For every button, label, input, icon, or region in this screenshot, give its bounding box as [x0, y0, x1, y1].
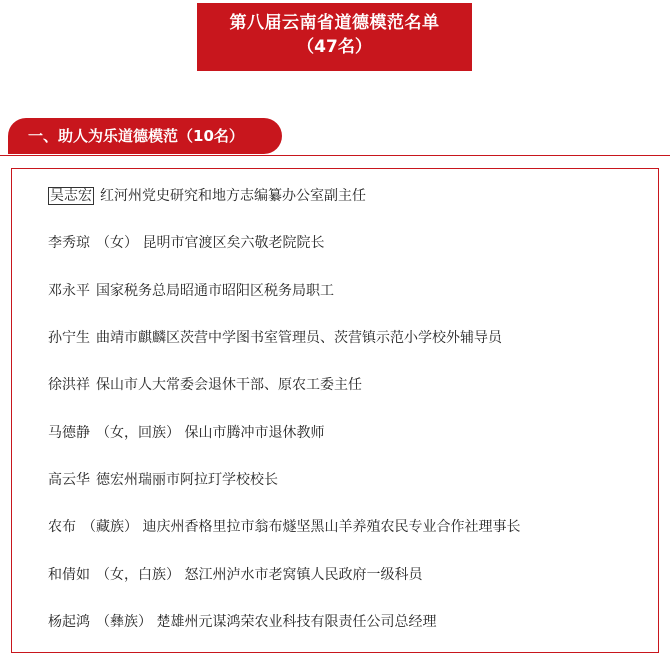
list-item — [48, 326, 502, 350]
honoree-description: （彝族） 楚雄州元谋鸿荣农业科技有限责任公司总经理 — [96, 614, 437, 630]
list-item — [48, 373, 362, 397]
honoree-name: 农布 — [48, 519, 76, 535]
list-item — [48, 468, 278, 492]
list-item — [48, 231, 324, 255]
page-title-count: （47名） — [297, 37, 372, 57]
honoree-name: 杨起鸿 — [48, 614, 90, 630]
honoree-description: 保山市人大常委会退休干部、原农工委主任 — [96, 377, 362, 393]
honoree-list — [11, 168, 659, 653]
list-item — [48, 515, 520, 539]
section-header: 一、助人为乐道德模范（10名） — [8, 118, 282, 154]
honoree-name: 李秀琼 — [48, 235, 90, 251]
honoree-description: 国家税务总局昭通市昭阳区税务局职工 — [96, 283, 334, 299]
honoree-description: 德宏州瑞丽市阿拉玎学校校长 — [96, 472, 278, 488]
honoree-description: （女，白族） 怒江州泸水市老窝镇人民政府一级科员 — [96, 567, 423, 583]
honoree-name: 吴志宏 — [50, 188, 92, 204]
section-divider — [0, 155, 670, 156]
honoree-description: 红河州党史研究和地方志编纂办公室副主任 — [100, 188, 366, 204]
honoree-description: 曲靖市麒麟区茨营中学图书室管理员、茨营镇示范小学校外辅导员 — [96, 330, 502, 346]
page-title-banner — [197, 3, 472, 71]
list-item — [48, 563, 422, 587]
honoree-name: 高云华 — [48, 472, 90, 488]
list-item — [48, 184, 366, 208]
honoree-name: 马德静 — [48, 425, 90, 441]
honoree-name: 和倩如 — [48, 567, 90, 583]
honoree-name: 邓永平 — [48, 283, 90, 299]
list-item — [48, 421, 324, 445]
honoree-name: 孙宁生 — [48, 330, 90, 346]
honoree-description: （女，回族） 保山市腾冲市退休教师 — [96, 425, 325, 441]
honoree-name: 徐洪祥 — [48, 377, 90, 393]
list-item — [48, 610, 436, 634]
honoree-description: （藏族） 迪庆州香格里拉市翁布燧坚黑山羊养殖农民专业合作社理事长 — [82, 519, 521, 535]
page-title: 第八届云南省道德模范名单 — [229, 13, 440, 33]
honoree-description: （女） 昆明市官渡区矣六敬老院院长 — [96, 235, 325, 251]
list-item — [48, 279, 334, 303]
